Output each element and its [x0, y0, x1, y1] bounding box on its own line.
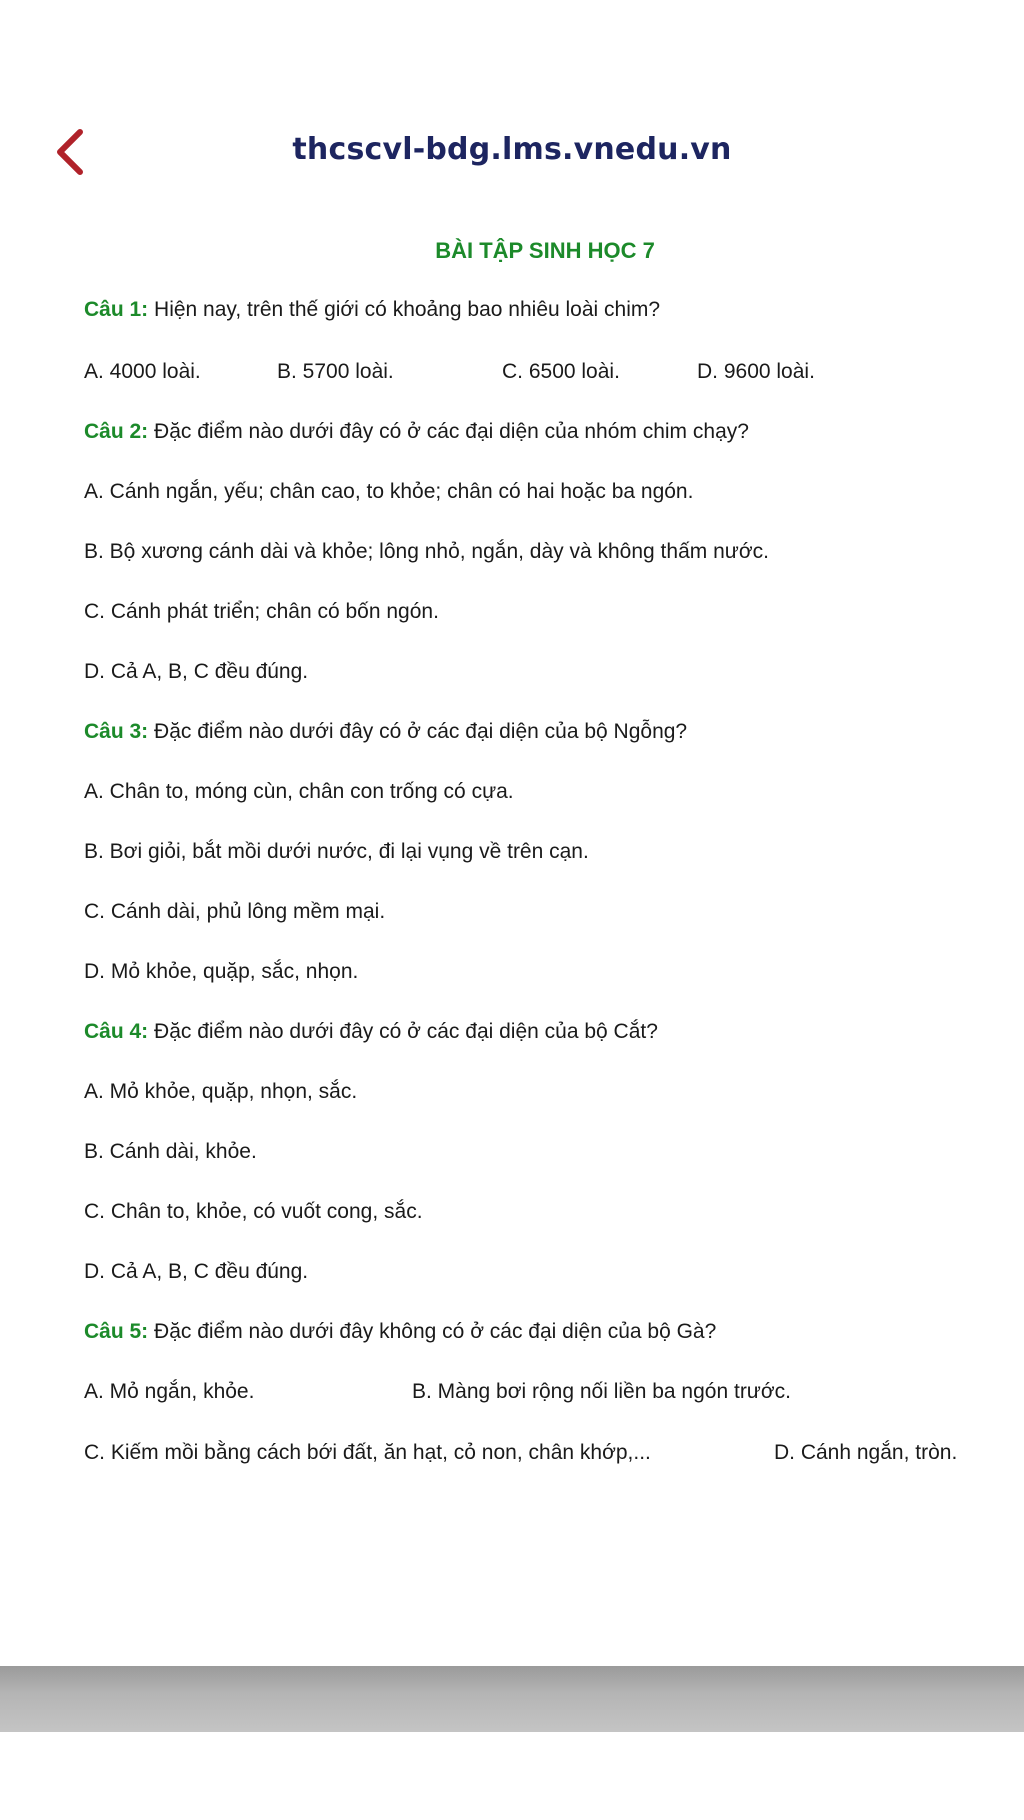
question-5 — [84, 1320, 716, 1344]
question-label: Câu 4: — [84, 1020, 149, 1043]
question-1 — [84, 298, 660, 322]
answer-option: D. Cả A, B, C đều đúng. — [84, 1260, 309, 1283]
answer-option: C. Chân to, khỏe, có vuốt cong, sắc. — [84, 1200, 423, 1223]
answer-option: C. Cánh dài, phủ lông mềm mại. — [84, 900, 386, 923]
answer-option: B. Màng bơi rộng nối liền ba ngón trước. — [412, 1380, 791, 1403]
answer-option: C. Kiếm mồi bằng cách bới đất, ăn hạt, cỏ non, chân khớp,... — [84, 1441, 651, 1464]
answer-option: A. Mỏ ngắn, khỏe. — [84, 1380, 255, 1403]
question-label: Câu 5: — [84, 1320, 149, 1343]
answer-option: D. Cánh ngắn, tròn. — [774, 1441, 958, 1464]
answer-option: B. Bơi giỏi, bắt mồi dưới nước, đi lại vụng về trên cạn. — [84, 840, 589, 863]
site-url-title: thcscvl-bdg.lms.vnedu.vn — [292, 132, 732, 167]
question-label: Câu 2: — [84, 420, 149, 443]
answer-option: C. 6500 loài. — [502, 360, 620, 383]
answer-option: D. 9600 loài. — [697, 360, 815, 383]
question-text: Đặc điểm nào dưới đây có ở các đại diện của bộ Ngỗng? — [148, 720, 688, 743]
question-text: Đặc điểm nào dưới đây có ở các đại diện của bộ Cắt? — [148, 1020, 658, 1043]
question-text: Hiện nay, trên thế giới có khoảng bao nhiêu loài chim? — [148, 298, 661, 321]
answer-option: A. 4000 loài. — [84, 360, 201, 383]
answer-option: D. Mỏ khỏe, quặp, sắc, nhọn. — [84, 960, 359, 983]
question-text: Đặc điểm nào dưới đây không có ở các đại diện của bộ Gà? — [148, 1320, 717, 1343]
answer-option: A. Mỏ khỏe, quặp, nhọn, sắc. — [84, 1080, 358, 1103]
question-label: Câu 1: — [84, 298, 149, 321]
answer-option: A. Chân to, móng cùn, chân con trống có cựa. — [84, 780, 514, 803]
question-2 — [84, 420, 749, 444]
answer-option: B. Bộ xương cánh dài và khỏe; lông nhỏ, ngắn, dày và không thấm nước. — [84, 540, 769, 563]
question-label: Câu 3: — [84, 720, 149, 743]
answer-option: D. Cả A, B, C đều đúng. — [84, 660, 309, 683]
answer-option: C. Cánh phát triển; chân có bốn ngón. — [84, 600, 439, 623]
answer-option: B. 5700 loài. — [277, 360, 394, 383]
top-header — [0, 112, 1024, 192]
answer-option: B. Cánh dài, khỏe. — [84, 1140, 257, 1163]
question-4 — [84, 1020, 658, 1044]
question-text: Đặc điểm nào dưới đây có ở các đại diện của nhóm chim chạy? — [148, 420, 749, 443]
bottom-divider-bar — [0, 1666, 1024, 1732]
answer-option: A. Cánh ngắn, yếu; chân cao, to khỏe; chân có hai hoặc ba ngón. — [84, 480, 694, 503]
question-3 — [84, 720, 687, 744]
document-title: BÀI TẬP SINH HỌC 7 — [435, 238, 655, 263]
